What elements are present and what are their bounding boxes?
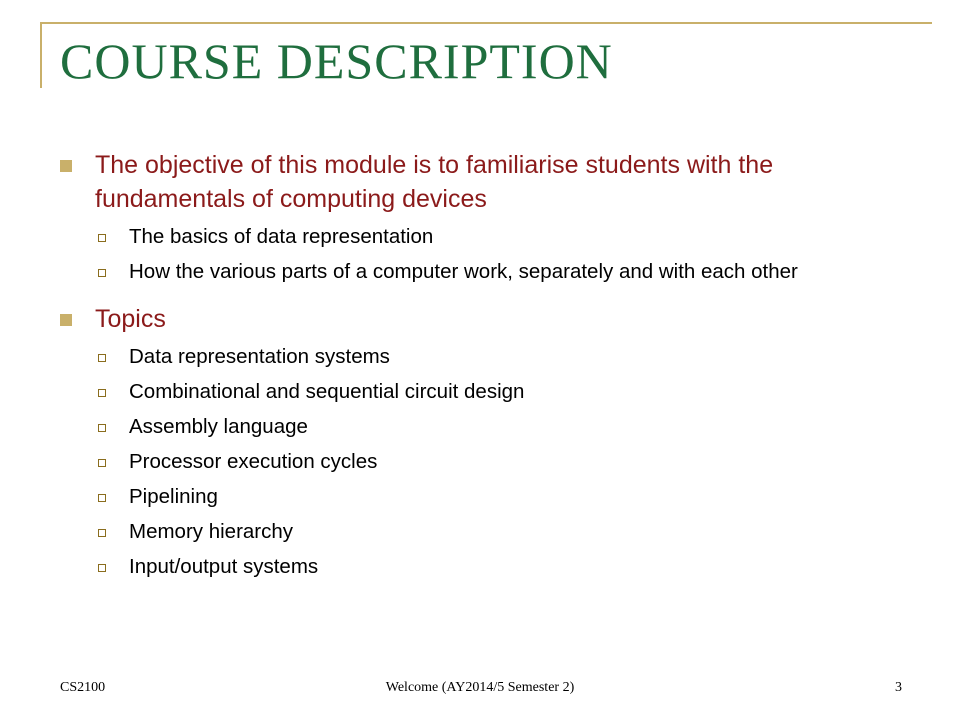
list-item-text: How the various parts of a computer work, separately and with each other (129, 260, 798, 283)
square-bullet-icon (60, 160, 72, 172)
list-item-text: Memory hierarchy (129, 520, 294, 543)
list-item (60, 344, 880, 370)
list-item (60, 449, 880, 475)
hollow-square-bullet-icon (98, 269, 106, 277)
list-item (60, 259, 880, 285)
list-item-text: Assembly language (129, 415, 308, 438)
frame-top-line (40, 22, 932, 24)
section-topics (60, 302, 880, 336)
objective-list (60, 224, 880, 285)
list-item (60, 519, 880, 545)
footer-page-number: 3 (895, 680, 902, 695)
list-item (60, 224, 880, 250)
list-item-text: Input/output systems (129, 555, 319, 578)
section-heading: Topics (95, 305, 166, 333)
hollow-square-bullet-icon (98, 529, 106, 537)
hollow-square-bullet-icon (98, 564, 106, 572)
list-item-text: Combinational and sequential circuit design (129, 380, 525, 403)
topics-list (60, 344, 880, 580)
square-bullet-icon (60, 314, 72, 326)
section-objective (60, 148, 880, 216)
list-item-text: Pipelining (129, 485, 218, 508)
hollow-square-bullet-icon (98, 494, 106, 502)
list-item-text: The basics of data representation (129, 225, 434, 248)
footer-course: CS2100 (60, 680, 106, 695)
frame-left-line (40, 22, 42, 88)
hollow-square-bullet-icon (98, 389, 106, 397)
hollow-square-bullet-icon (98, 234, 106, 242)
list-item (60, 484, 880, 510)
hollow-square-bullet-icon (98, 459, 106, 467)
footer-subtitle: Welcome (AY2014/5 Semester 2) (385, 680, 575, 695)
section-heading: The objective of this module is to familiarise students with the fundamentals of computing devices (95, 151, 774, 213)
slide-body (60, 148, 880, 589)
list-item-text: Processor execution cycles (129, 450, 378, 473)
hollow-square-bullet-icon (98, 424, 106, 432)
list-item (60, 379, 880, 405)
list-item-text: Data representation systems (129, 345, 390, 368)
list-item (60, 554, 880, 580)
slide-title: COURSE DESCRIPTION (60, 33, 613, 89)
list-item (60, 414, 880, 440)
hollow-square-bullet-icon (98, 354, 106, 362)
